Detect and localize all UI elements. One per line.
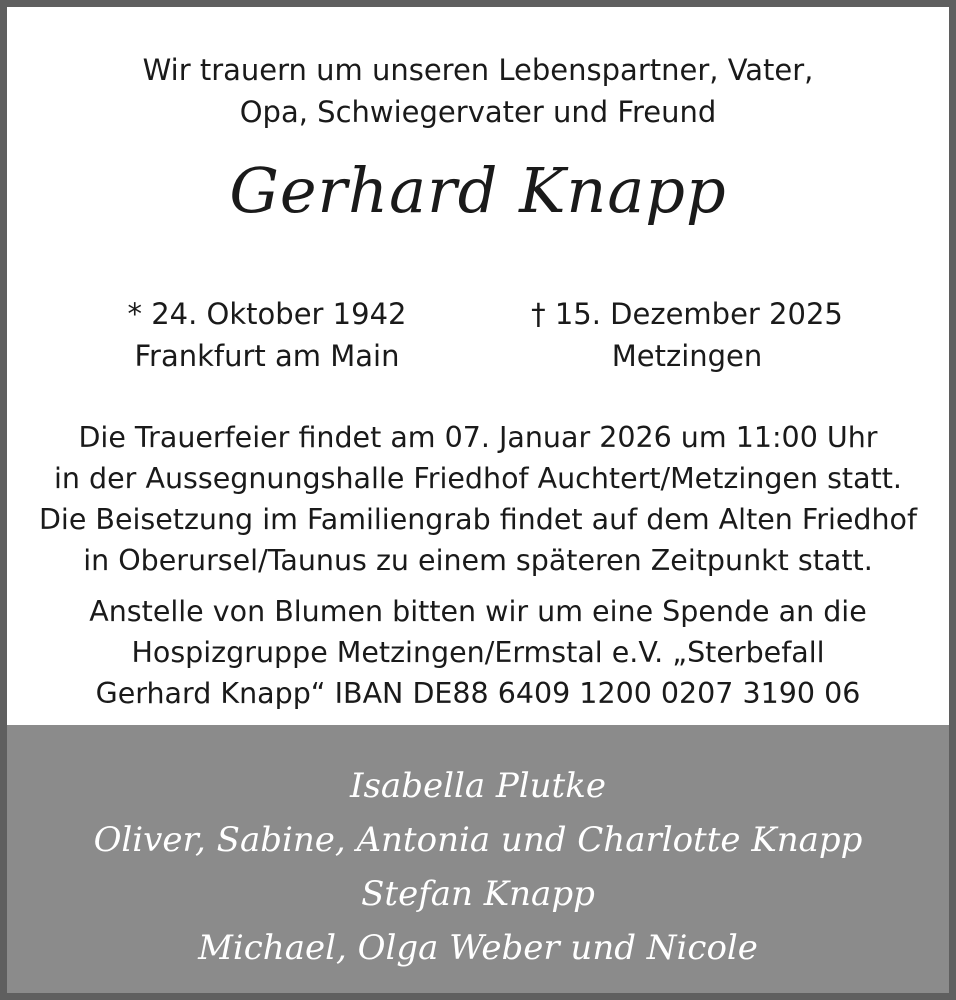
birth-info [117, 293, 417, 377]
funeral-service-text [7, 417, 949, 581]
service-line: in Oberursel/Taunus zu einem späteren Zeitpunkt statt. [83, 544, 873, 577]
death-date: † 15. Dezember 2025 [531, 297, 843, 331]
service-line: Die Trauerfeier findet am 07. Januar 2026 um 11:00 Uhr [78, 421, 878, 454]
mourner-line: Michael, Olga Weber und Nicole [198, 928, 758, 968]
obituary-card [7, 7, 949, 993]
deceased-name: Gerhard Knapp [229, 154, 727, 227]
mourner-line: Isabella Plutke [350, 766, 606, 806]
service-line: in der Aussegnungshalle Friedhof Auchtert/Metzingen statt. [54, 462, 902, 495]
mourner-line: Oliver, Sabine, Antonia und Charlotte Knapp [93, 820, 863, 860]
service-line: Die Beisetzung im Familiengrab findet auf dem Alten Friedhof [38, 503, 918, 536]
death-info [527, 293, 847, 377]
intro-line: Opa, Schwiegervater und Freund [239, 95, 717, 129]
donation-line: Hospizgruppe Metzingen/Ermstal e.V. „Sterbefall [131, 636, 825, 669]
family-band [7, 725, 949, 993]
mourner-line: Stefan Knapp [361, 874, 595, 914]
donation-line: Anstelle von Blumen bitten wir um eine Spende an die [89, 595, 867, 628]
birth-date: * 24. Oktober 1942 [127, 297, 407, 331]
intro-line: Wir trauern um unseren Lebenspartner, Vater, [142, 53, 814, 87]
donation-line: Gerhard Knapp“ IBAN DE88 6409 1200 0207 3190 06 [95, 677, 861, 710]
birth-place: Frankfurt am Main [134, 339, 400, 373]
death-place: Metzingen [611, 339, 763, 373]
mourners-list [7, 759, 949, 975]
donation-text [7, 591, 949, 714]
intro-text [7, 49, 949, 133]
